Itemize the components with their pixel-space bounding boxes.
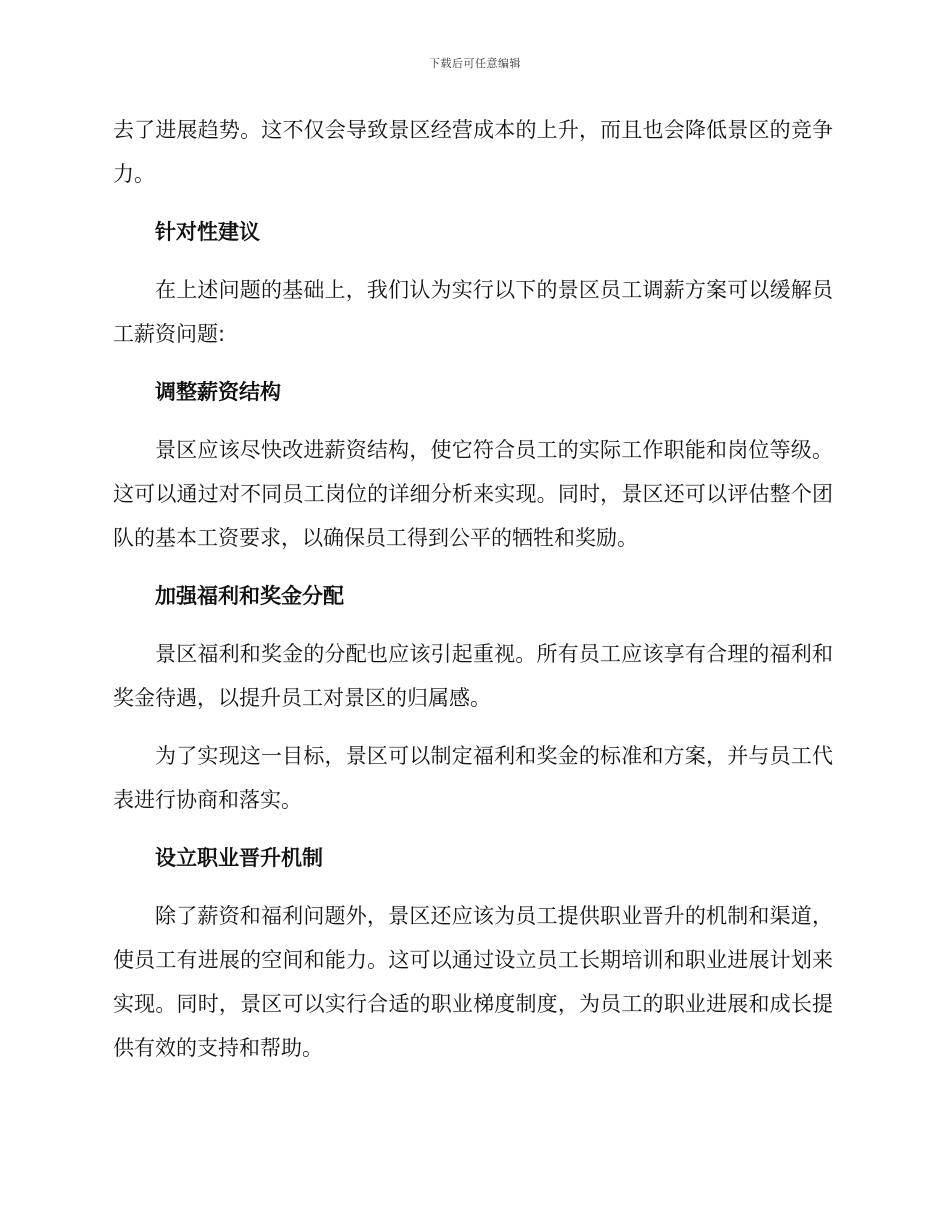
paragraph-intro: 在上述问题的基础上，我们认为实行以下的景区员工调薪方案可以缓解员工薪资问题:: [113, 278, 833, 346]
paragraph-welfare-bonus: 景区福利和奖金的分配也应该引起重视。所有员工应该享有合理的福利和奖金待遇，以提升员工对景区的归属感。: [113, 642, 833, 710]
header-note: 下载后可任意编辑: [429, 57, 521, 70]
paragraph-welfare-goal: 为了实现这一目标，景区可以制定福利和奖金的标准和方案，并与员工代表进行协商和落实。: [113, 744, 833, 812]
paragraph-continued: 去了进展趋势。这不仅会导致景区经营成本的上升，而且也会降低景区的竞争力。: [113, 118, 833, 186]
paragraph-career-promotion: 除了薪资和福利问题外，景区还应该为员工提供职业晋升的机制和渠道，使员工有进展的空间和能力。这可以通过设立员工长期培训和职业进展计划来实现。同时，景区可以实行合适的职业梯度制度，为员工的职业进展和成长提供有效的支持和帮助。: [113, 904, 833, 1060]
document-body: [113, 108, 833, 1084]
section-heading-targeted-suggestions: 针对性建议: [155, 220, 260, 244]
paragraph-salary-structure: 景区应该尽快改进薪资结构，使它符合员工的实际工作职能和岗位等级。这可以通过对不同员工岗位的详细分析来实现。同时，景区还可以评估整个团队的基本工资要求，以确保员工得到公平的牺牲和奖励。: [113, 438, 833, 550]
section-heading-career-promotion: 设立职业晋升机制: [155, 846, 323, 870]
section-heading-welfare-bonus: 加强福利和奖金分配: [155, 584, 344, 608]
section-heading-adjust-salary-structure: 调整薪资结构: [155, 380, 281, 404]
